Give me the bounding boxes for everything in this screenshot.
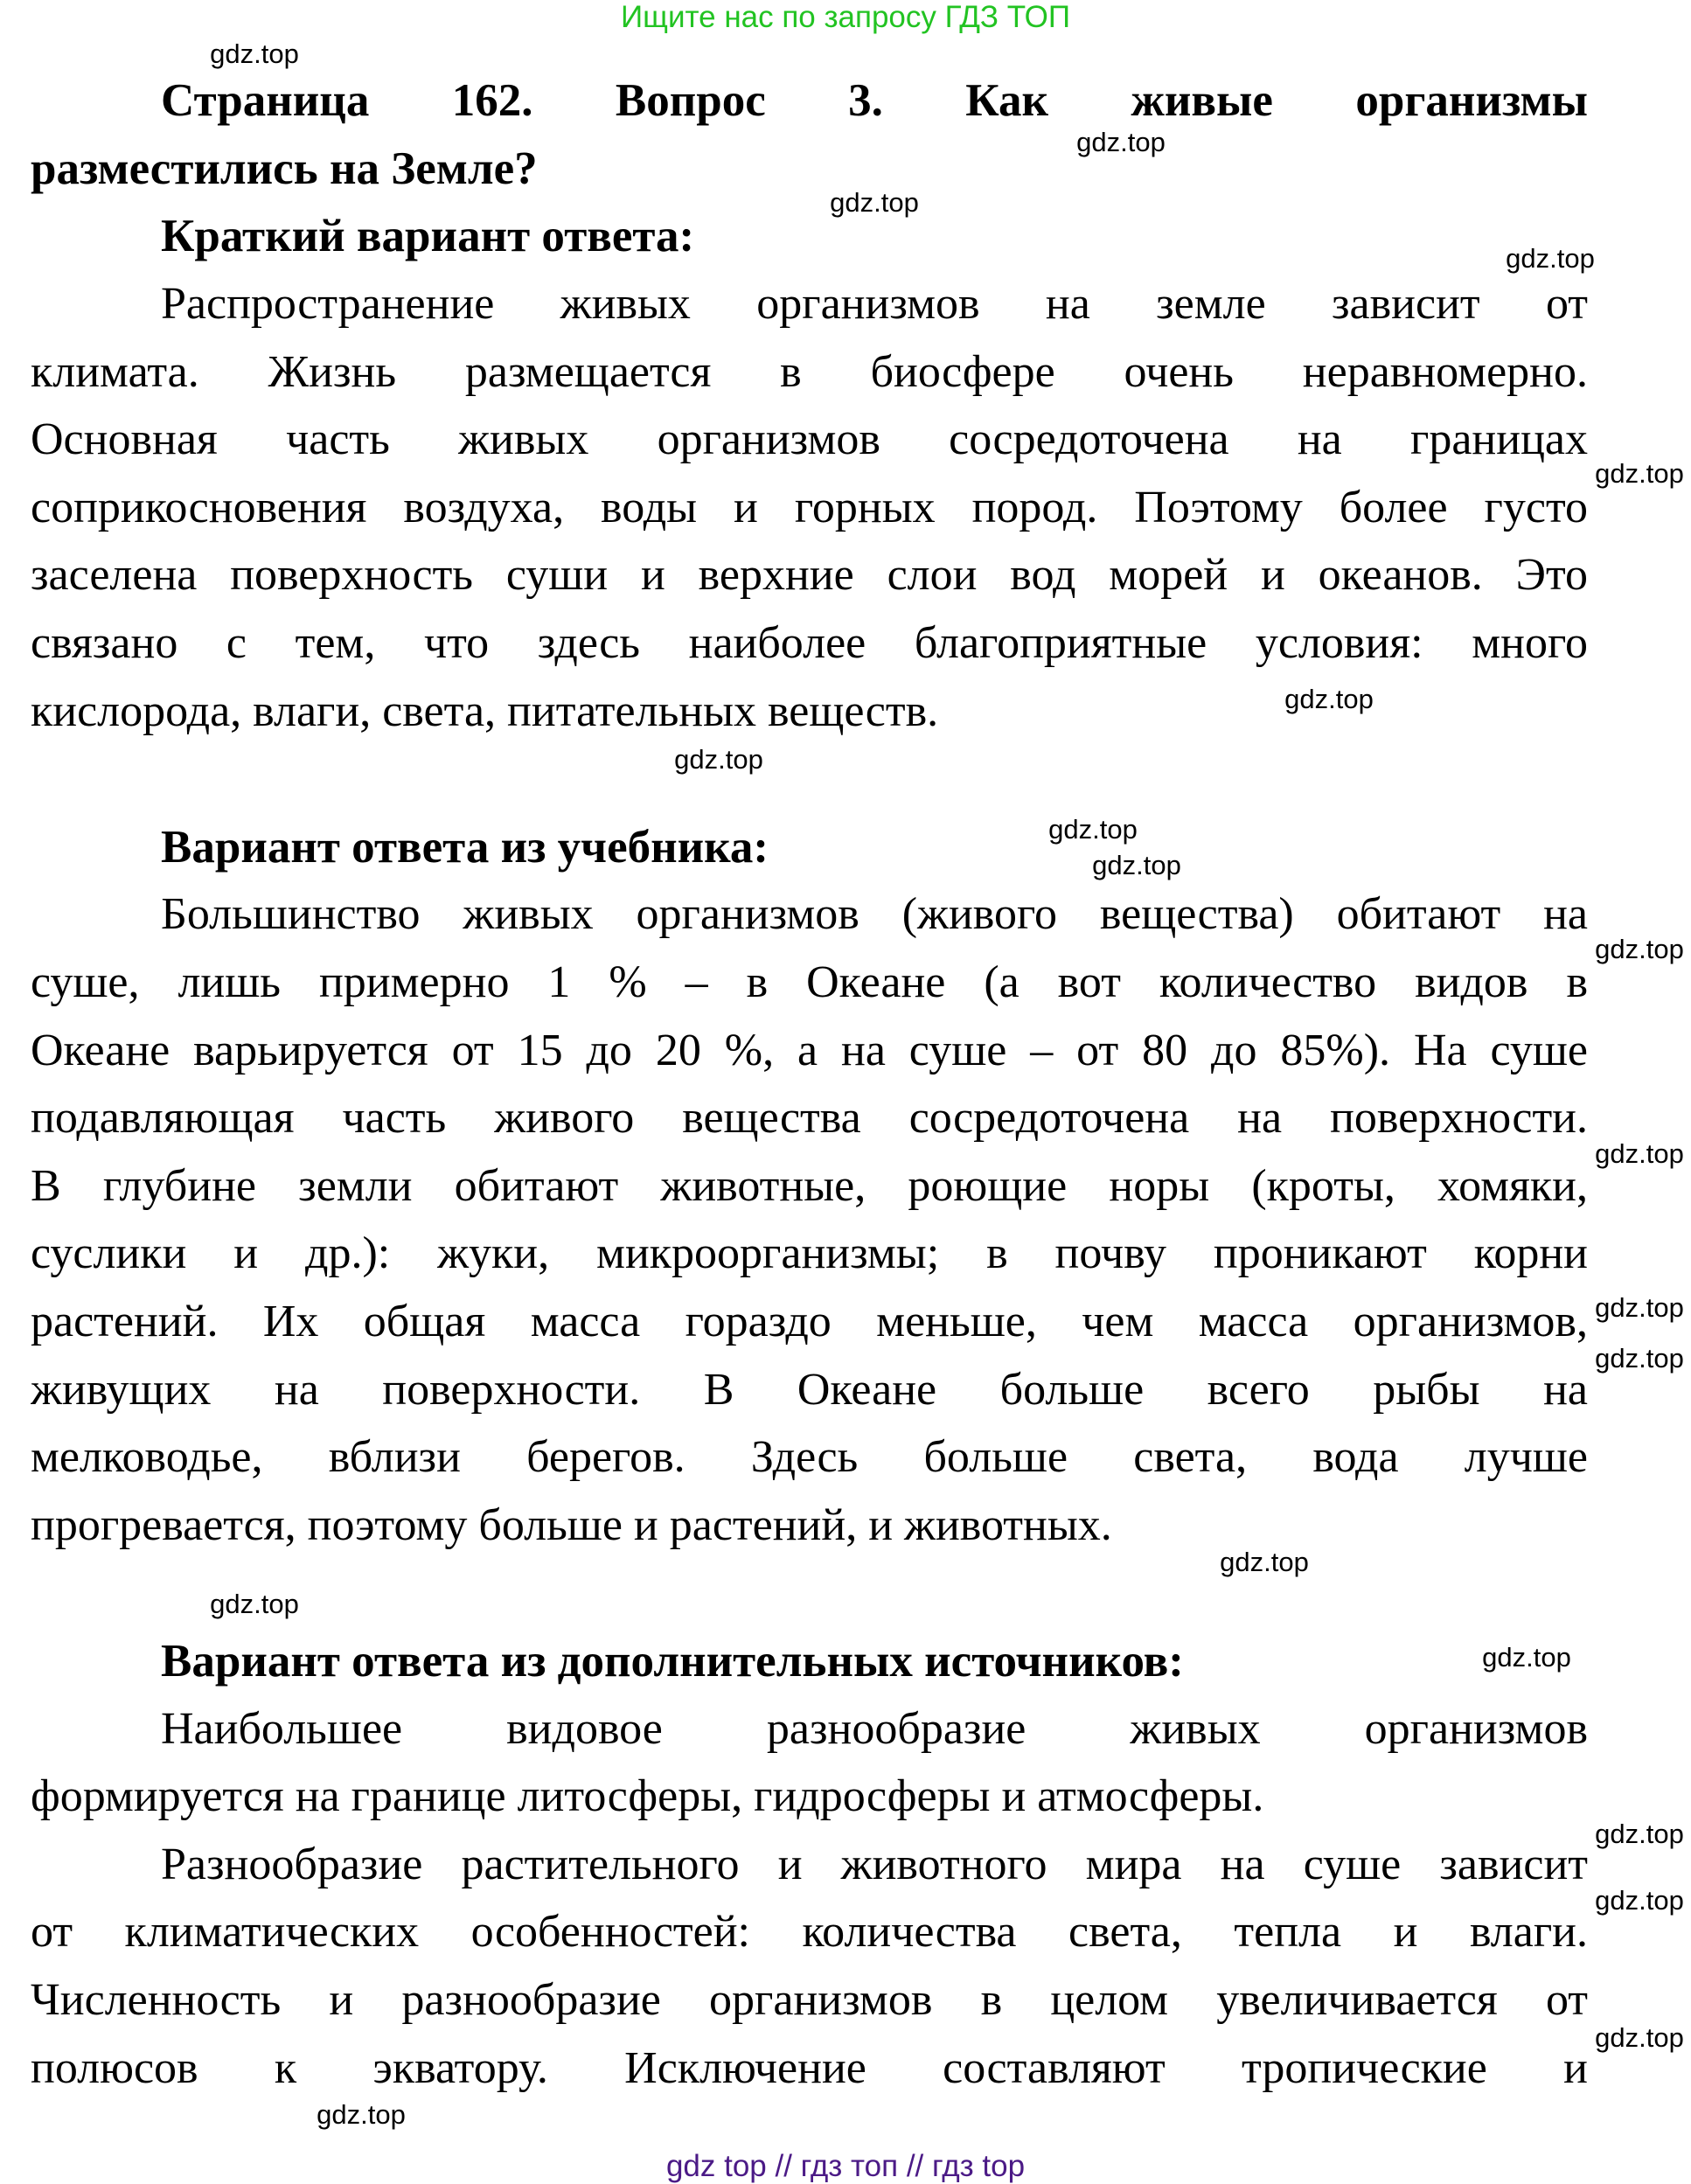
text-line: Численность и разнообразие организмов в целом увеличивается от xyxy=(31,1975,1588,2025)
watermark-text: gdz.top xyxy=(1595,2022,1684,2053)
text-line: Большинство живых организмов (живого вещества) обитают на xyxy=(161,889,1588,940)
text-line: Океане варьируется от 15 до 20 %, а на суше – от 80 до 85%). На суше xyxy=(31,1025,1588,1075)
text-line: Разнообразие растительного и животного мира на суше зависит xyxy=(161,1839,1588,1889)
text-line: Наибольшее видовое разнообразие живых организмов xyxy=(161,1703,1588,1754)
watermark-text: gdz.top xyxy=(1595,1138,1684,1169)
watermark-text: gdz.top xyxy=(1220,1547,1309,1577)
text-line: мелководье, вблизи берегов. Здесь больше света, вода лучше xyxy=(31,1432,1588,1483)
search-banner[interactable]: Ищите нас по запросу ГДЗ ТОП xyxy=(621,0,1070,34)
watermark-text: gdz.top xyxy=(1595,1885,1684,1916)
text-line: связано с тем, что здесь наиболее благоприятные условия: много xyxy=(31,618,1588,668)
page-title: Страница 162. Вопрос 3. Как живые организмы xyxy=(161,75,1588,127)
watermark-text: gdz.top xyxy=(1595,458,1684,489)
watermark-text: gdz.top xyxy=(674,744,763,775)
watermark-text: gdz.top xyxy=(1595,934,1684,964)
watermark-text: gdz.top xyxy=(1482,1642,1571,1673)
page-title-continued: разместились на Земле? xyxy=(31,143,538,194)
watermark-text: gdz.top xyxy=(1595,1819,1684,1849)
text-line: соприкосновения воздуха, воды и горных пород. Поэтому более густо xyxy=(31,482,1588,532)
text-line: полюсов к экватору. Исключение составляют тропические и xyxy=(31,2042,1588,2093)
watermark-text: gdz.top xyxy=(210,38,299,69)
watermark-text: gdz.top xyxy=(1595,1343,1684,1374)
text-line: суслики и др.): жуки, микроорганизмы; в почву проникают корни xyxy=(31,1228,1588,1279)
watermark-text: gdz.top xyxy=(210,1589,299,1619)
watermark-text: gdz.top xyxy=(317,2099,406,2130)
text-line: формируется на границе литосферы, гидросферы и атмосферы. xyxy=(31,1771,1264,1822)
watermark-text: gdz.top xyxy=(1048,814,1138,845)
text-line: живущих на поверхности. В Океане больше всего рыбы на xyxy=(31,1364,1588,1415)
text-line: от климатических особенностей: количества света, тепла и влаги. xyxy=(31,1907,1588,1958)
text-line: В глубине земли обитают животные, роющие норы (кроты, хомяки, xyxy=(31,1160,1588,1211)
section-heading-short: Краткий вариант ответа: xyxy=(161,211,695,262)
watermark-text: gdz.top xyxy=(1506,243,1595,274)
text-line: кислорода, влаги, света, питательных веществ. xyxy=(31,685,939,736)
section-heading-additional: Вариант ответа из дополнительных источников: xyxy=(161,1636,1184,1687)
watermark-text: gdz.top xyxy=(1092,850,1181,880)
text-line: суше, лишь примерно 1 % – в Океане (а вот количество видов в xyxy=(31,957,1588,1007)
text-line: климата. Жизнь размещается в биосфере очень неравномерно. xyxy=(31,346,1588,397)
text-line: Распространение живых организмов на земле зависит от xyxy=(161,279,1588,329)
text-line: Основная часть живых организмов сосредоточена на границах xyxy=(31,414,1588,465)
footer-links[interactable]: gdz top // гдз топ // гдз top xyxy=(665,2149,1026,2183)
section-heading-textbook: Вариант ответа из учебника: xyxy=(161,821,769,873)
watermark-text: gdz.top xyxy=(1076,127,1166,157)
watermark-text: gdz.top xyxy=(1284,684,1374,714)
text-line: подавляющая часть живого вещества сосредоточена на поверхности. xyxy=(31,1093,1588,1144)
text-line: растений. Их общая масса гораздо меньше, чем масса организмов, xyxy=(31,1297,1588,1346)
text-line: заселена поверхность суши и верхние слои вод морей и океанов. Это xyxy=(31,550,1588,601)
watermark-text: gdz.top xyxy=(830,187,919,218)
text-line: прогревается, поэтому больше и растений, и животных. xyxy=(31,1499,1112,1550)
watermark-text: gdz.top xyxy=(1595,1292,1684,1323)
